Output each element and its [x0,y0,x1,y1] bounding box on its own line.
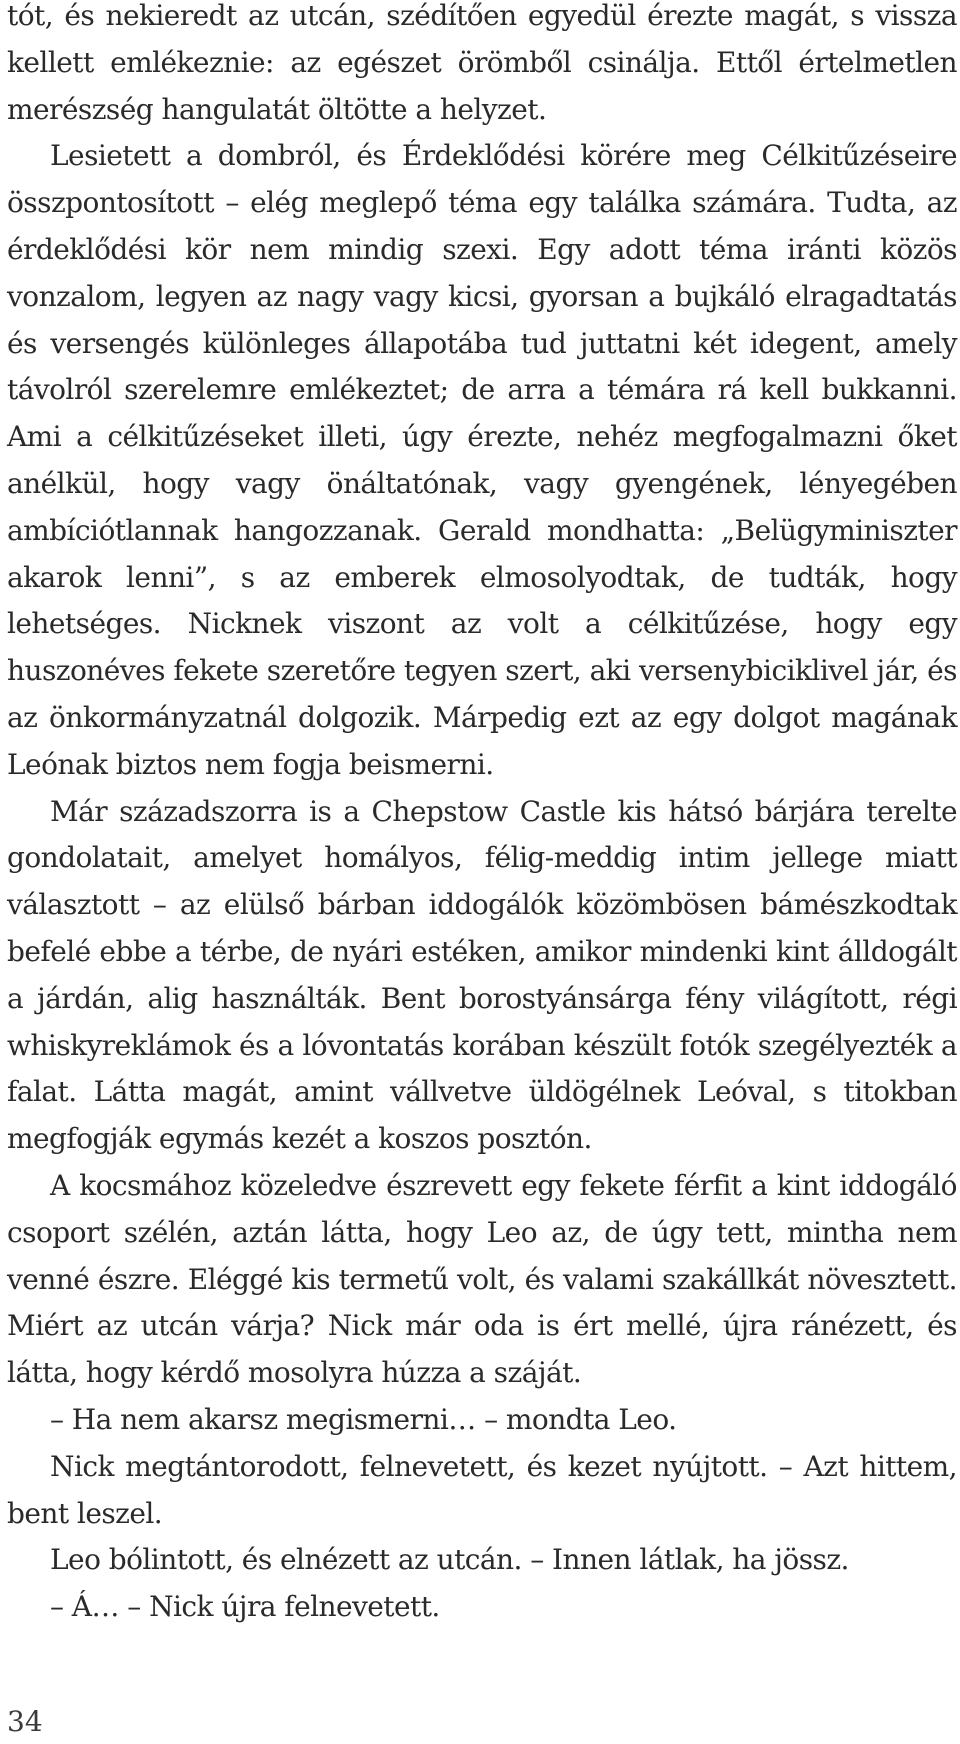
paragraph-3: Már századszorra is a Chepstow Castle kis hátsó bárjára terelte gondolatait, amelyet homályos, félig-meddig intim jellege miatt választott – az elülső bárban iddogálók közömbösen bámészkodtak befelé ebbe a térbe, de nyári estéken, amikor mindenki kint álldogált a járdán, alig használták. Bent borostyánsárga fény világított, régi whiskyreklámok és a lóvontatás korában készült fotók szegélyezték a falat. Látta magát, amint vállvetve üldögélnek Leóval, s titokban megfogják egymás kezét a koszos posztón. [7,794,957,1156]
paragraph-1: tót, és nekieredt az utcán, szédítően egyedül érezte magát, s vissza kellett emlékeznie: az egészet örömből csinálja. Ettől értelmetlen merészség hangulatát öltötte a helyzet. [7,0,957,126]
dialogue-line-3: Leo bólintott, és elnézett az utcán. – Innen látlak, ha jössz. [50,1543,849,1577]
page-number: 34 [7,1705,43,1738]
paragraph-2: Lesietett a dombról, és Érdeklődési körére meg Célkitűzéseire összpontosított – elég meglepő téma egy találka számára. Tudta, az érdeklődési kör nem mindig szexi. Egy adott téma iránti közös vonzalom, legyen az nagy vagy kicsi, gyorsan a bujkáló elragadtatás és versengés különleges állapotába tud juttatni két idegent, amely távolról szerelemre emlékeztet; de arra a témára rá kell bukkanni. Ami a célkitűzéseket illeti, úgy érezte, nehéz megfogalmazni őket anélkül, hogy vagy önáltatónak, vagy gyengének, lényegében ambíciótlannak hangozzanak. Gerald mondhatta: „Belügyminiszter akarok lenni”, s az emberek elmosolyodtak, de tudták, hogy lehetséges. Nicknek viszont az volt a célkitűzése, hogy egy huszonéves fekete szeretőre tegyen szert, aki versenybiciklivel jár, és az önkormányzatnál dolgozik. Márpedig ezt az egy dolgot magának Leónak biztos nem fogja beismerni. [7,139,957,781]
dialogue-line-4: – Á… – Nick újra felnevetett. [50,1590,440,1624]
paragraph-4: A kocsmához közeledve észrevett egy fekete férfit a kint iddogáló csoport szélén, aztán látta, hogy Leo az, de úgy tett, mintha nem venné észre. Eléggé kis termetű volt, és valami szakállkát növesztett. Miért az utcán várja? Nick már oda is ért mellé, újra ránézett, és látta, hogy kérdő mosolyra húzza a száját. [7,1168,957,1390]
book-page-text [7,0,957,1631]
dialogue-line-1: – Ha nem akarsz megismerni… – mondta Leo. [50,1402,677,1436]
dialogue-line-2: Nick megtántorodott, felnevetett, és kezet nyújtott. – Azt hittem, bent leszel. [7,1449,957,1530]
